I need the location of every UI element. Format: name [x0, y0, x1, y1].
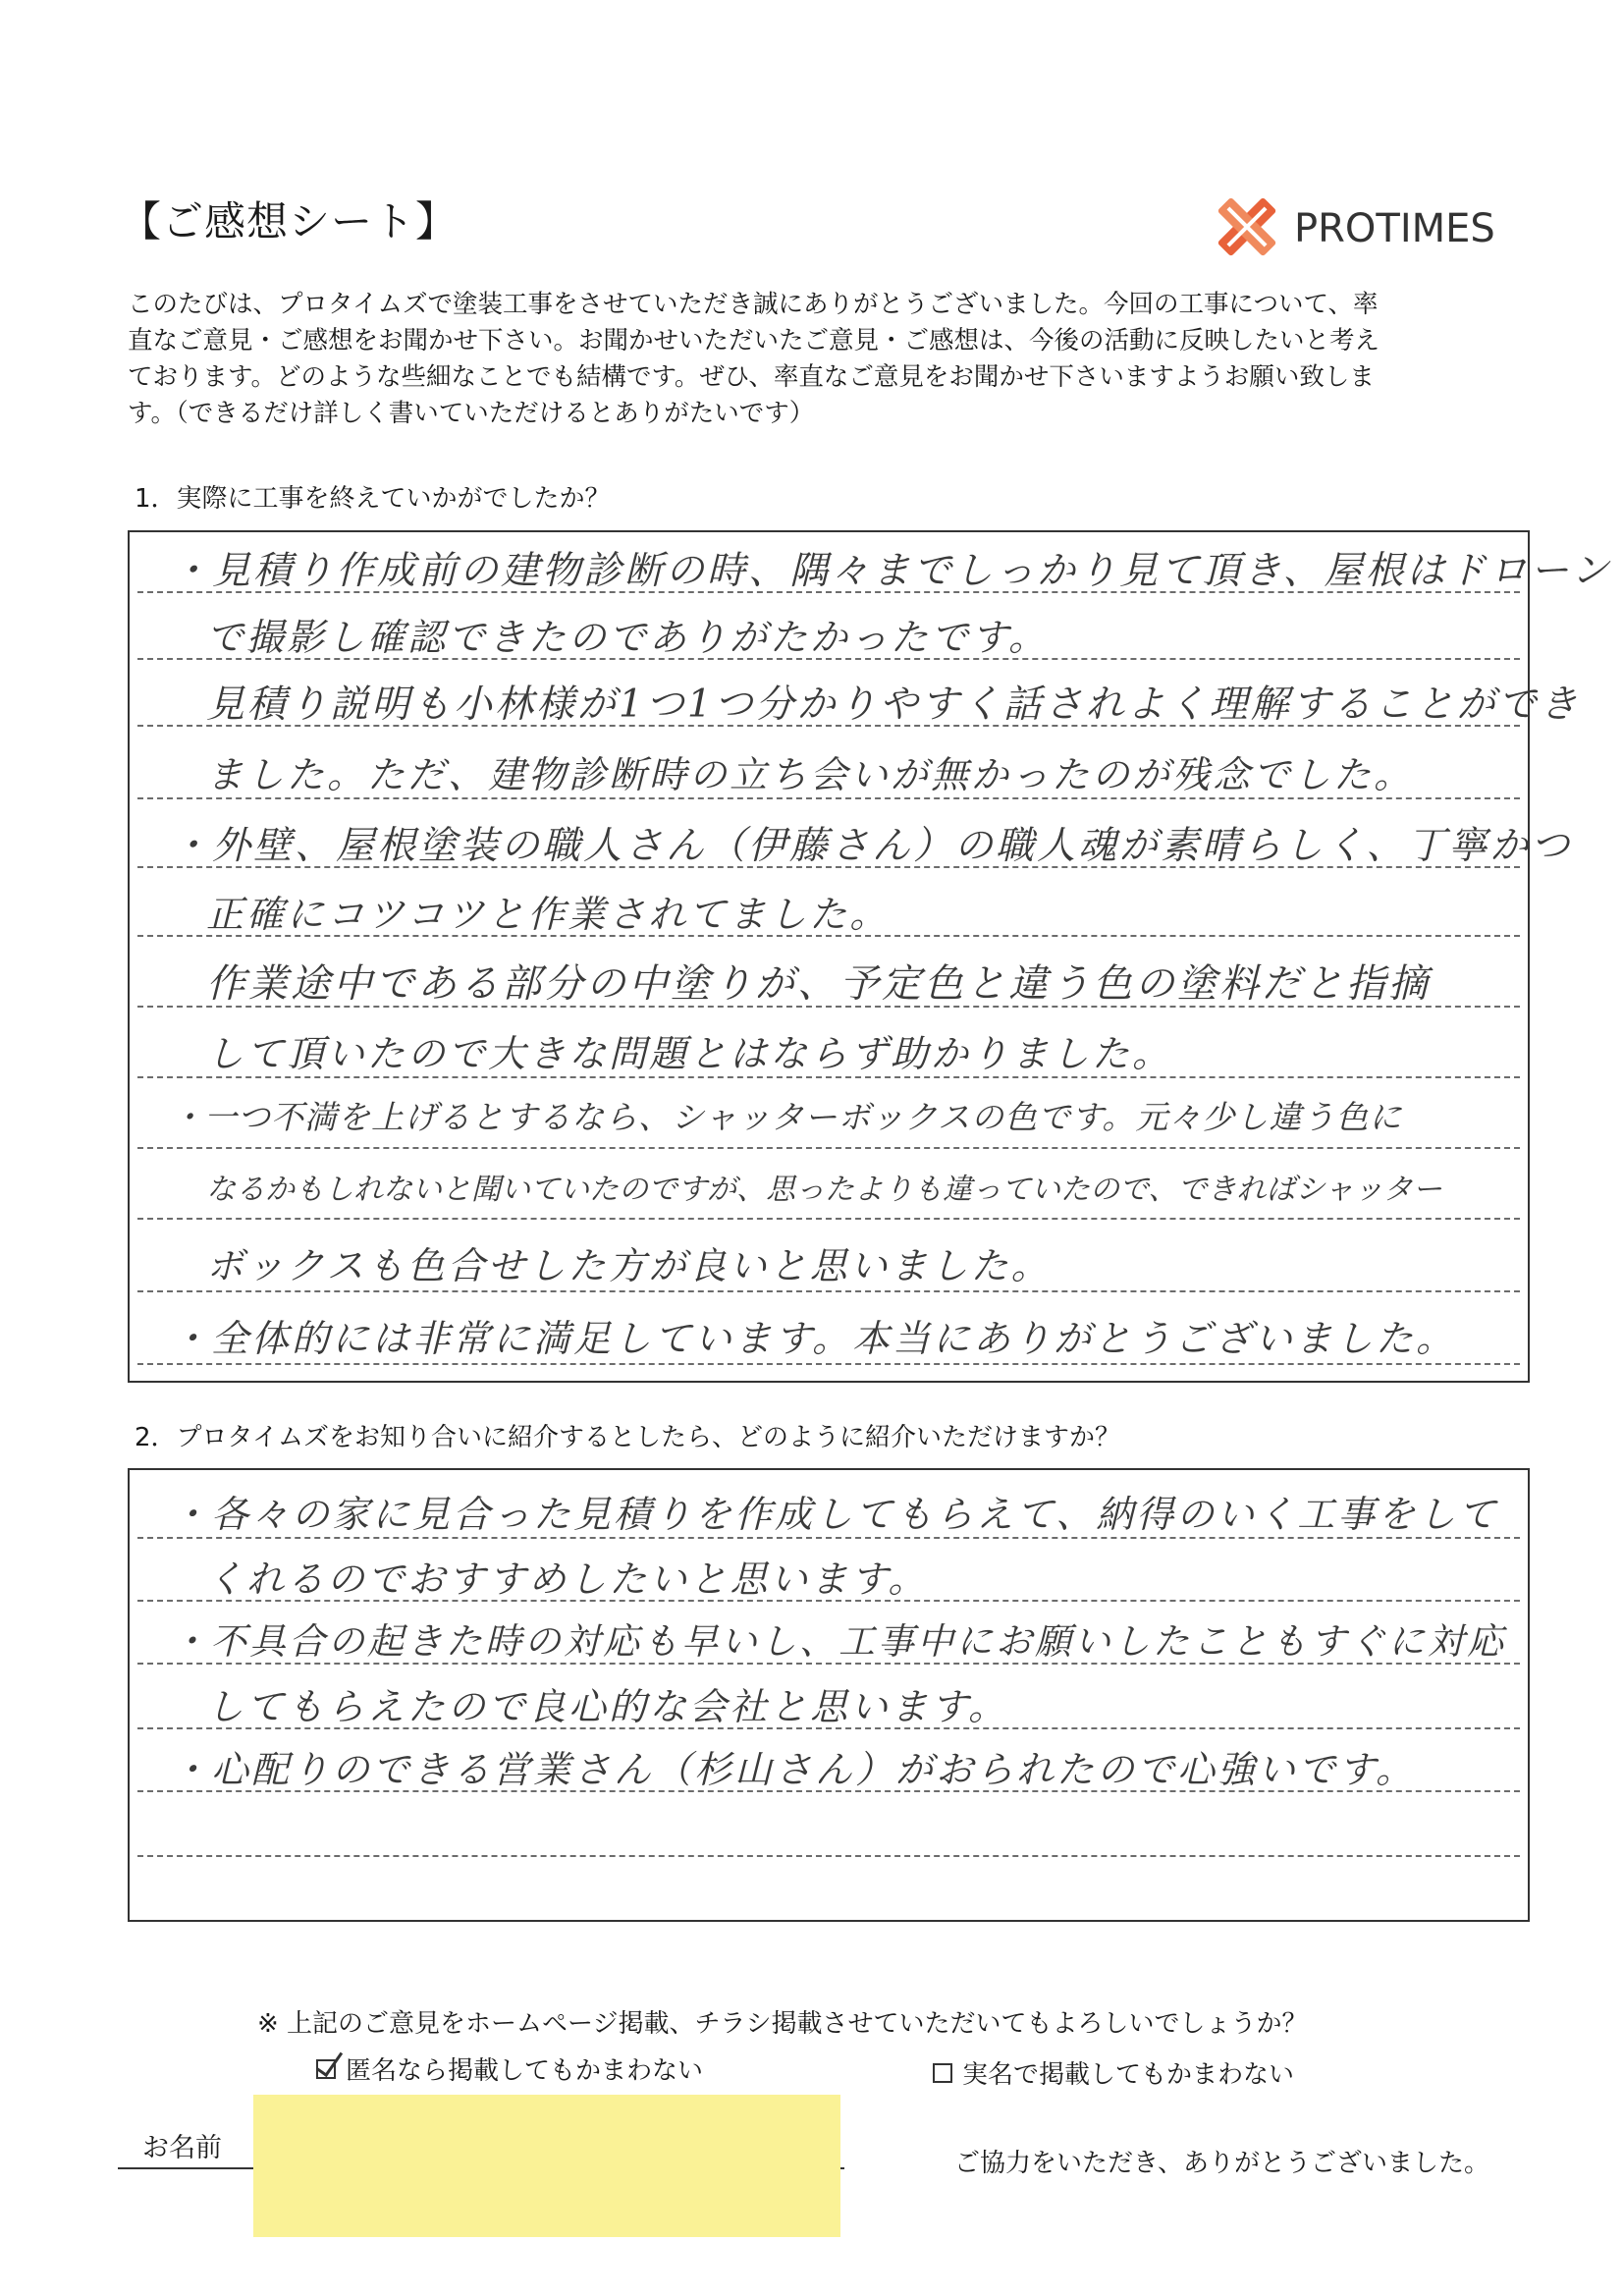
brand-name: PROTIMES — [1294, 206, 1495, 251]
handwritten-line: ・不具合の起きた時の対応も早いし、工事中にお願いしたこともすぐに対応 — [171, 1620, 1506, 1663]
handwritten-line: ました。ただ、建物診断時の立ち会いが無かったのが残念でした。 — [206, 753, 1415, 796]
protimes-logo-icon — [1208, 192, 1286, 261]
thanks-message: ご協力をいただき、ありがとうございました。 — [954, 2149, 1489, 2178]
handwritten-line: ・外壁、屋根塗装の職人さん（伊藤さん）の職人魂が素晴らしく、丁寧かつ — [171, 824, 1573, 868]
option-anonymous-label: 匿名なら掲載してもかまわない — [346, 2056, 704, 2086]
question-1: 1．実際に工事を終えていかがでしたか？ — [135, 484, 611, 514]
option-real-name[interactable] — [933, 2054, 1294, 2091]
handwritten-line: して頂いたので大きな問題とはならず助かりました。 — [206, 1032, 1173, 1075]
handwritten-line: ・一つ不満を上げるとするなら、シャッターボックスの色です。元々少し違う色に — [171, 1098, 1403, 1136]
handwritten-line: ・各々の家に見合った見積りを作成してもらえて、納得のいく工事をして — [171, 1493, 1499, 1536]
option-anonymous[interactable] — [316, 2050, 703, 2087]
answer-box-2 — [128, 1468, 1530, 1922]
handwritten-line: ・見積り作成前の建物診断の時、隅々までしっかり見て頂き、屋根はドローン — [171, 549, 1612, 593]
handwritten-line: ・心配りのできる営業さん（杉山さん）がおられたので心強いです。 — [171, 1748, 1416, 1791]
handwritten-line: 見積り説明も小林様が1つ1つ分かりやすく話されよく理解することができ — [206, 683, 1581, 727]
handwritten-line: で撮影し確認できたのでありがたかったです。 — [206, 616, 1049, 659]
intro-line: このたびは、プロタイムズで塗装工事をさせていただき誠にありがとうございました。今回の工事について、率 — [128, 290, 1379, 319]
question-2: 2．プロタイムズをお知り合いに紹介するとしたら、どのように紹介いただけますか？ — [135, 1423, 1121, 1452]
intro-line: ております。どのような些細なことでも結構です。ぜひ、率直なご意見をお聞かせ下さいますようお願い致しま — [128, 362, 1375, 392]
name-redaction — [253, 2095, 840, 2237]
answer-box-1 — [128, 530, 1612, 1383]
consent-note: ※ 上記のご意見をホームページ掲載、チラシ掲載させていただいてもよろしいでしょうか？ — [257, 2009, 1308, 2039]
handwritten-line: 作業途中である部分の中塗りが、予定色と違う色の塗料だと指摘 — [206, 961, 1431, 1007]
intro-text — [128, 287, 1522, 432]
name-label: お名前 — [142, 2133, 222, 2163]
handwritten-line: なるかもしれないと聞いていたのですが、思ったよりも違っていたので、できればシャッター — [206, 1173, 1442, 1207]
sheet-title: 【ご感想シート】 — [120, 197, 459, 246]
intro-line: す。（できるだけ詳しく書いていただけるとありがたいです） — [128, 399, 815, 428]
handwritten-line: してもらえたので良心的な会社と思います。 — [206, 1685, 1008, 1728]
option-real-name-label: 実名で掲載してもかまわない — [962, 2060, 1295, 2090]
handwritten-line: 正確にコツコツと作業されてました。 — [206, 893, 891, 936]
handwritten-line: くれるのでおすすめしたいと思います。 — [206, 1558, 929, 1601]
checkbox-anonymous[interactable] — [316, 2059, 336, 2079]
intro-line: 直なご意見・ご感想をお聞かせ下さい。お聞かせいただいたご意見・ご感想は、今後の活動に反映したいと考え — [128, 326, 1380, 355]
checkbox-real-name[interactable] — [933, 2063, 952, 2083]
handwritten-line: ・全体的には非常に満足しています。本当にありがとうございました。 — [171, 1317, 1456, 1360]
protimes-logo — [1208, 192, 1532, 261]
handwritten-line: ボックスも色合せした方が良いと思いました。 — [206, 1244, 1052, 1287]
